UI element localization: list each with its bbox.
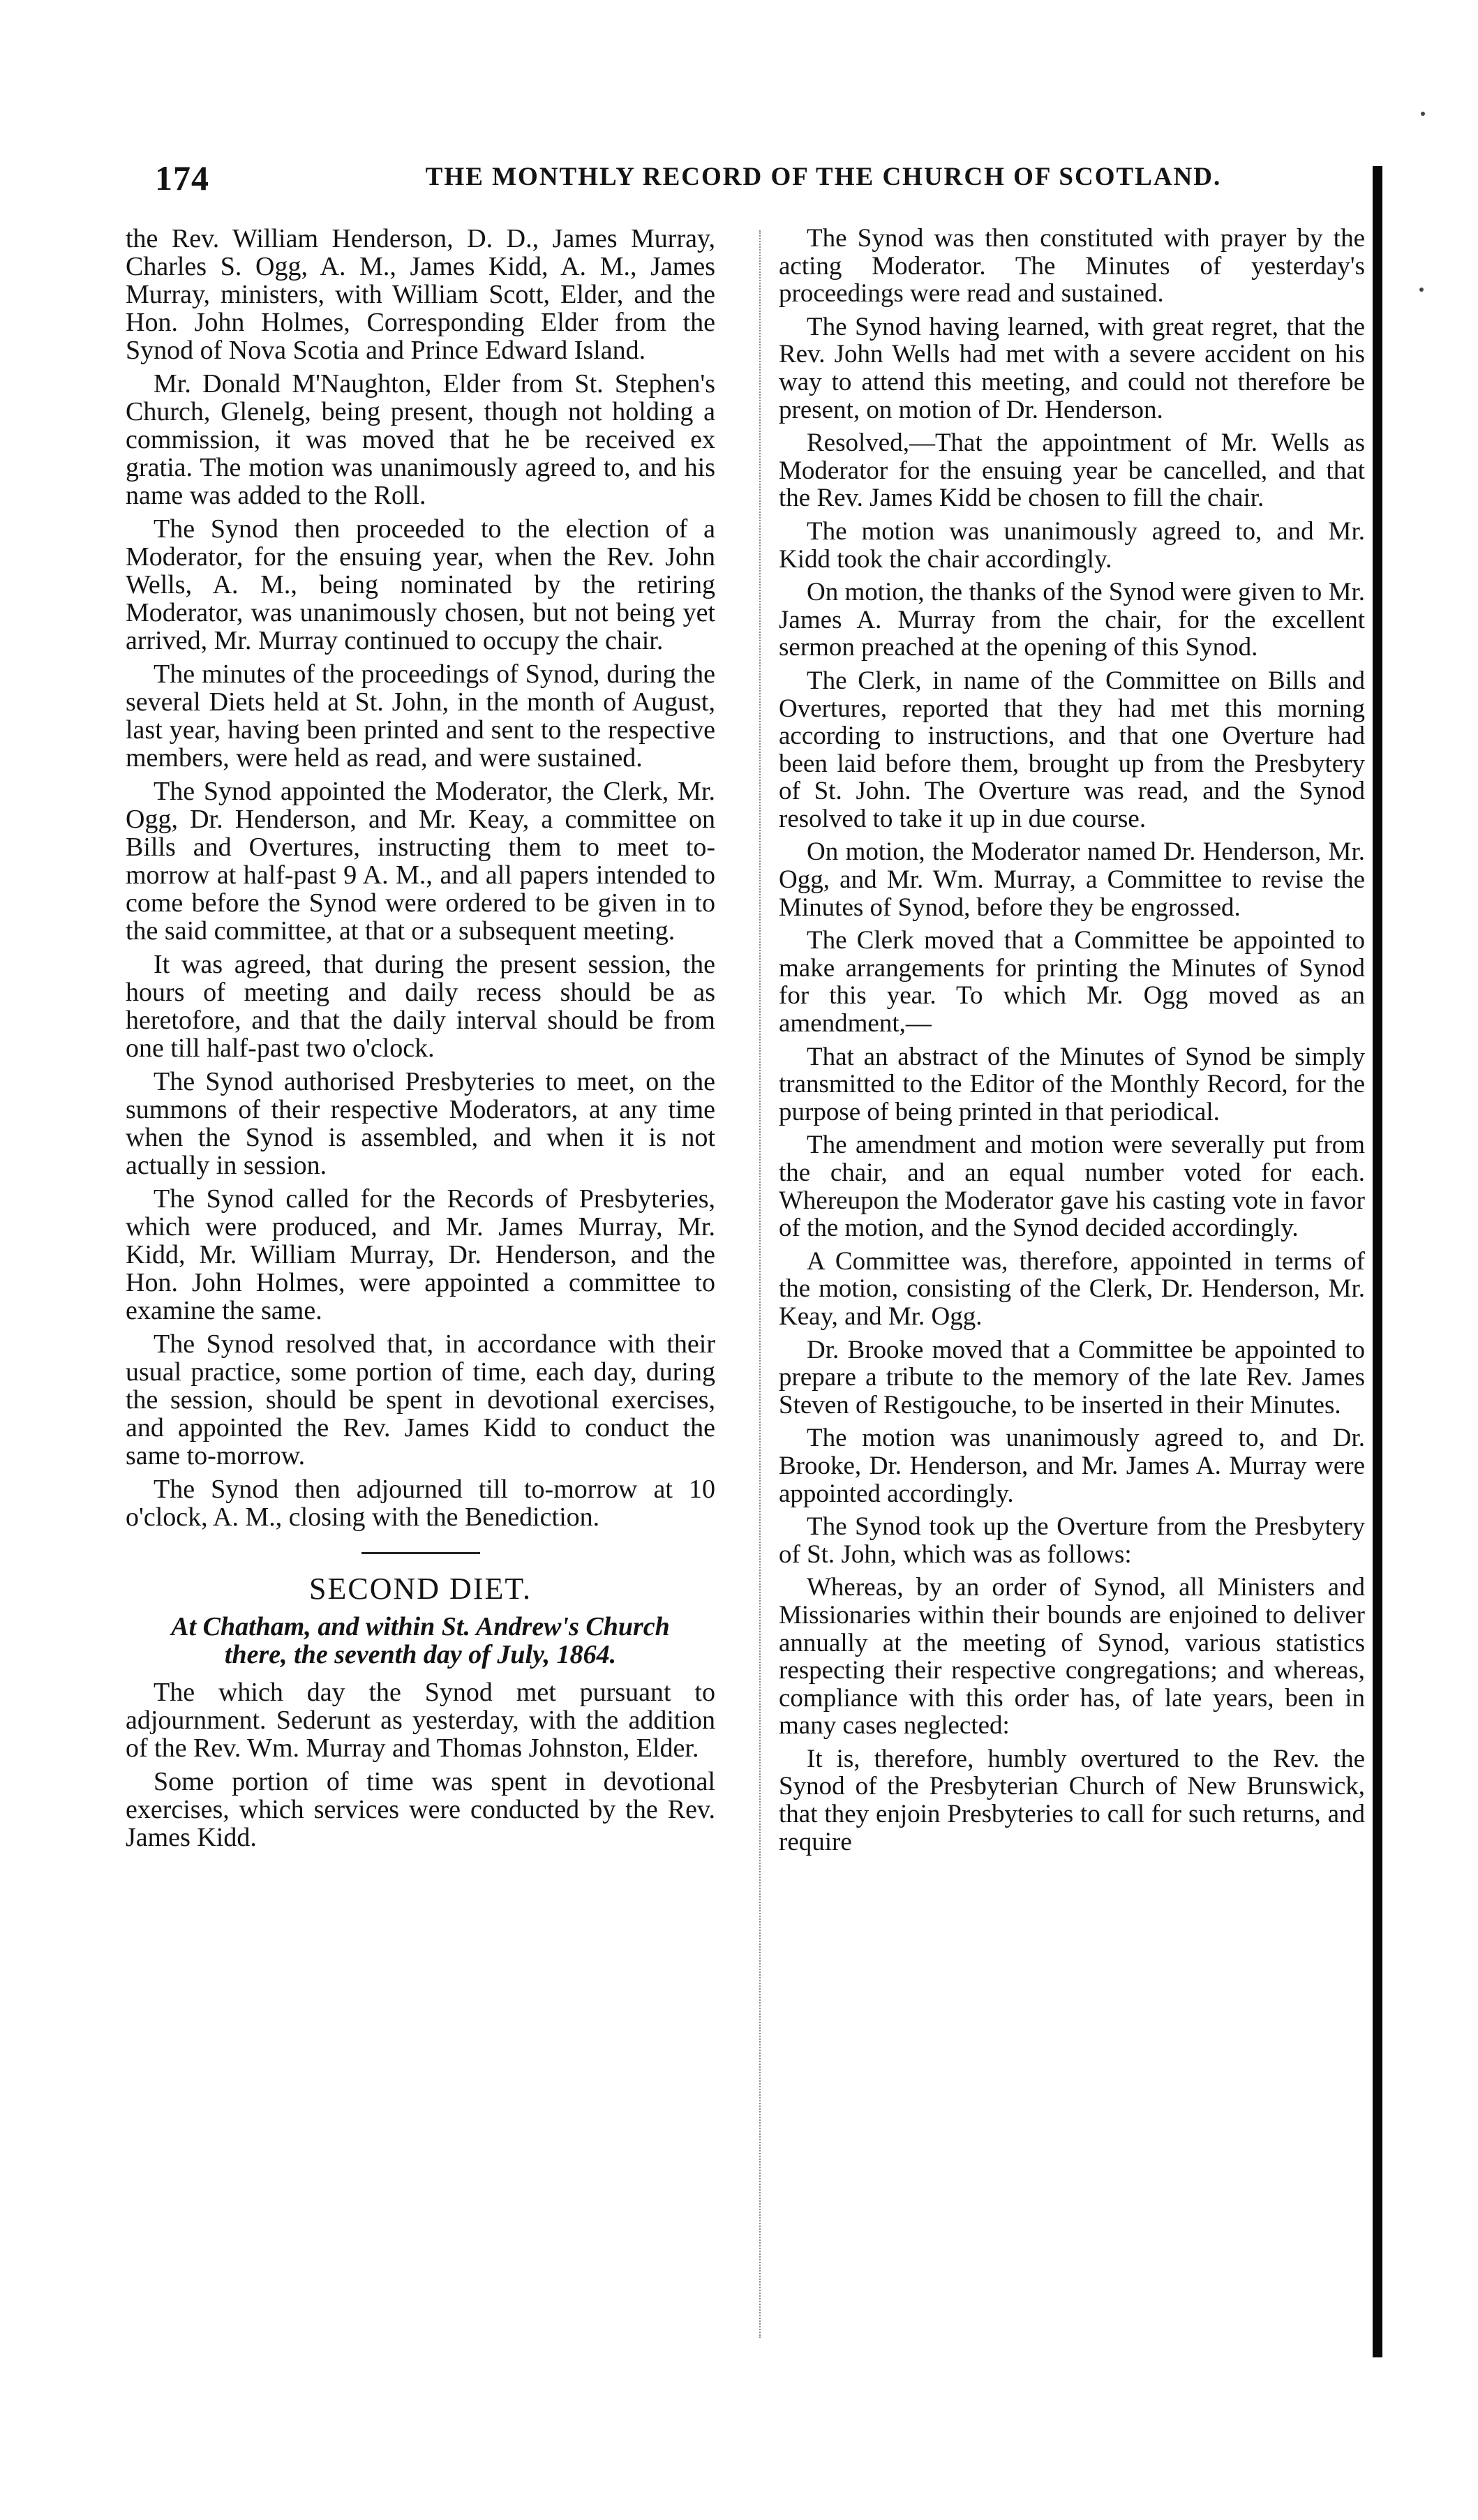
right-paragraph-15: Whereas, by an order of Synod, all Ministers and Missionaries within their bounds are enjoined to deliver annually at the meeting of Synod, various statistics respecting their respective congregations; and whereas, compliance with this order has, of late years, been in many cases neglected: [779,1573,1365,1740]
right-paragraph-3: Resolved,—That the appointment of Mr. Wells as Moderator for the ensuing year be cancelled, and that the Rev. James Kidd be chosen to fill the chair. [779,428,1365,513]
page-number: 174 [155,158,209,197]
scan-speck [1421,112,1425,116]
section-heading: SECOND DIET. [309,1572,532,1606]
section-divider-rule [361,1552,480,1554]
right-column [779,225,1365,1861]
left-paragraph-11: The which day the Synod met pursuant to adjournment. Sederunt as yesterday, with the addition of the Rev. Wm. Murray and Thomas Johnston, Elder. [126,1678,715,1763]
right-paragraph-6: The Clerk, in name of the Committee on Bills and Overtures, reported that they had met this morning according to instructions, and that one Overture had been laid before them, brought up from the Presbytery of St. John. The Overture was read, and the Synod resolved to take it up in due course. [779,666,1365,833]
right-paragraph-11: A Committee was, therefore, appointed in terms of the motion, consisting of the Clerk, Dr. Henderson, Mr. Keay, and Mr. Ogg. [779,1246,1365,1331]
right-paragraph-14: The Synod took up the Overture from the Presbytery of St. John, which was as follows: [779,1512,1365,1569]
right-paragraph-7: On motion, the Moderator named Dr. Henderson, Mr. Ogg, and Mr. Wm. Murray, a Committee to revise the Minutes of Synod, before they be engrossed. [779,837,1365,922]
right-paragraph-1: The Synod was then constituted with prayer by the acting Moderator. The Minutes of yesterday's proceedings were read and sustained. [779,224,1365,308]
left-paragraph-12: Some portion of time was spent in devotional exercises, which services were conducted by the Rev. James Kidd. [126,1767,715,1852]
right-paragraph-13: The motion was unanimously agreed to, and Dr. Brooke, Dr. Henderson, and Mr. James A. Murray were appointed accordingly. [779,1424,1365,1508]
left-paragraph-10: The Synod then adjourned till to-morrow at 10 o'clock, A. M., closing with the Benediction. [126,1475,715,1532]
scan-speck [1419,288,1424,292]
running-title: THE MONTHLY RECORD OF THE CHURCH OF SCOTLAND. [425,163,1222,191]
right-paragraph-16: It is, therefore, humbly overtured to the Rev. the Synod of the Presbyterian Church of New Brunswick, that they enjoin Presbyteries to call for such returns, and require [779,1744,1365,1856]
scan-edge-shadow [1373,166,1382,2357]
left-paragraph-3: The Synod then proceeded to the election of a Moderator, for the ensuing year, when the Rev. John Wells, A. M., being nominated by the retiring Moderator, was unanimously chosen, but not being yet arrived, Mr. Murray continued to occupy the chair. [126,514,715,655]
right-paragraph-5: On motion, the thanks of the Synod were given to Mr. James A. Murray from the chair, for the excellent sermon preached at the opening of this Synod. [779,578,1365,662]
right-paragraph-2: The Synod having learned, with great regret, that the Rev. John Wells had met with a severe accident on his way to attend this meeting, and could not therefore be present, on motion of Dr. Henderson. [779,312,1365,424]
right-paragraph-12: Dr. Brooke moved that a Committee be appointed to prepare a tribute to the memory of the late Rev. James Steven of Restigouche, to be inserted in their Minutes. [779,1335,1365,1419]
left-paragraph-4: The minutes of the proceedings of Synod, during the several Diets held at St. John, in the month of August, last year, having been printed and sent to the respective members, were held as read, and were sustained. [126,659,715,773]
right-paragraph-8: The Clerk moved that a Committee be appointed to make arrangements for printing the Minutes of Synod for this year. To which Mr. Ogg moved as an amendment,— [779,926,1365,1038]
left-paragraph-9: The Synod resolved that, in accordance with their usual practice, some portion of time, each day, during the session, should be spent in devotional exercises, and appointed the Rev. James Kidd to conduct the same to-morrow. [126,1329,715,1470]
right-paragraph-10: The amendment and motion were severally put from the chair, and an equal number voted for each. Whereupon the Moderator gave his casting vote in favor of the motion, and the Synod decided accordingly. [779,1131,1365,1243]
left-column [126,225,715,1857]
left-paragraph-1: the Rev. William Henderson, D. D., James Murray, Charles S. Ogg, A. M., James Kidd, A. M., James Murray, ministers, with William Scott, Elder, and the Hon. John Holmes, Corresponding Elder from the Synod of Nova Scotia and Prince Edward Island. [126,224,715,365]
left-paragraph-2: Mr. Donald M'Naughton, Elder from St. Stephen's Church, Glenelg, being present, though not holding a commission, it was moved that he be received ex gratia. The motion was unanimously agreed to, and his name was added to the Roll. [126,369,715,510]
left-paragraph-6: It was agreed, that during the present session, the hours of meeting and daily recess should be as heretofore, and that the daily interval should be from one till half-past two o'clock. [126,950,715,1063]
right-paragraph-4: The motion was unanimously agreed to, and Mr. Kidd took the chair accordingly. [779,516,1365,574]
left-paragraph-8: The Synod called for the Records of Presbyteries, which were produced, and Mr. James Murray, Mr. Kidd, Mr. William Murray, Dr. Henderson, and the Hon. John Holmes, were appointed a committee to examine the same. [126,1184,715,1325]
left-paragraph-5: The Synod appointed the Moderator, the Clerk, Mr. Ogg, Dr. Henderson, and Mr. Keay, a committee on Bills and Overtures, instructing them to meet to-morrow at half-past 9 A. M., and all papers intended to come before the Synod were ordered to be given in to the said committee, at that or a subsequent meeting. [126,777,715,946]
section-dateline: At Chatham, and within St. Andrew's Church there, the seventh day of July, 1864. [171,1612,670,1669]
column-divider [759,230,761,2338]
right-paragraph-9: That an abstract of the Minutes of Synod be simply transmitted to the Editor of the Monthly Record, for the purpose of being printed in that periodical. [779,1042,1365,1126]
left-paragraph-7: The Synod authorised Presbyteries to meet, on the summons of their respective Moderators, at any time when the Synod is assembled, and when it is not actually in session. [126,1067,715,1180]
